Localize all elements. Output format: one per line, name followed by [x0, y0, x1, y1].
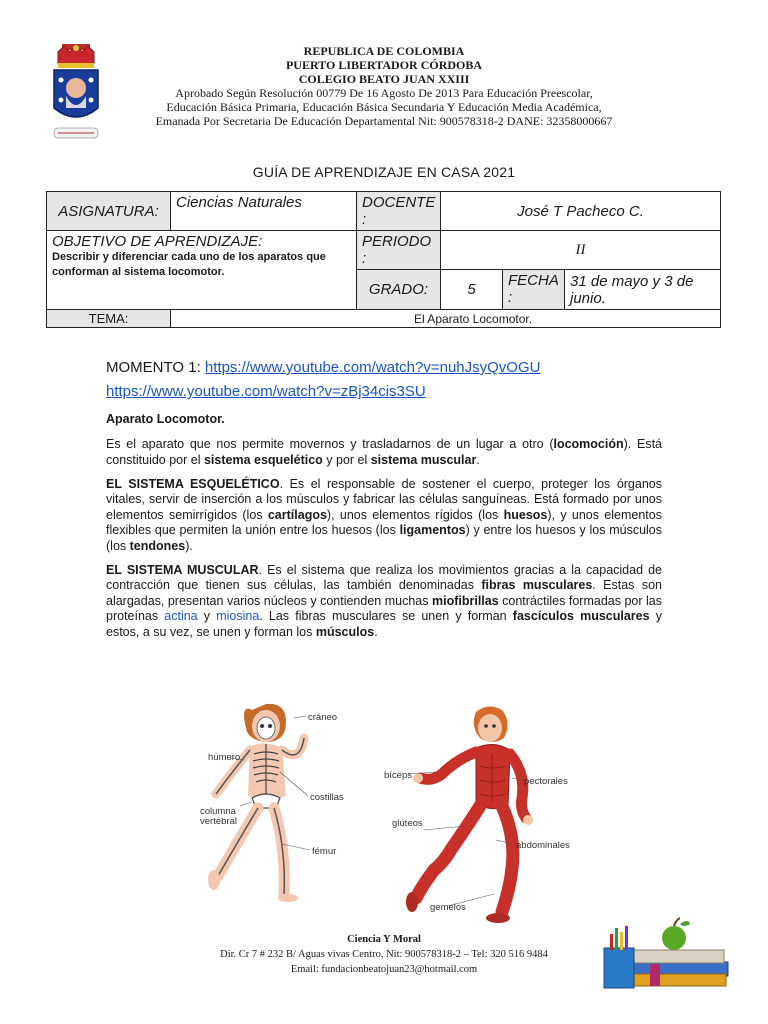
books-apple-icon: [598, 904, 738, 994]
paragraph-locomotor: Es el aparato que nos permite movernos y trasladarnos de un lugar a otro (locomoción). Está constituido por el sistema esquelético y por el sistema muscular.: [106, 437, 662, 467]
secretaria-line: Emanada Por Secretaria De Educación Departamental Nit: 900578318-2 DANE: 32358000667: [155, 114, 613, 128]
label-gemelos: gemelos: [430, 902, 466, 913]
school-crest-icon: [48, 42, 104, 150]
tema-label: TEMA:: [47, 310, 171, 328]
label-abdominales: abdominales: [516, 840, 570, 851]
objetivo-text: Describir y diferenciar cada uno de los aparatos que conforman al sistema locomotor.: [52, 251, 326, 278]
footer-address: Dir. Cr 7 # 232 B/ Aguas vivas Centro, Nit: 900578318-2 – Tel: 320 516 9484: [220, 949, 548, 960]
country-line: REPUBLICA DE COLOMBIA: [303, 44, 465, 58]
school-header: [110, 44, 658, 128]
periodo-label: PERIODO :: [357, 231, 441, 270]
objetivo-label: OBJETIVO DE APRENDIZAJE:: [52, 233, 263, 250]
objetivo-cell: [47, 231, 357, 310]
paragraph-muscular: EL SISTEMA MUSCULAR. Es el sistema que realiza los movimientos gracias a la capacidad de contracción que tienen sus células, las también denominadas fibras musculares. Estas son alargadas, presentan varios núcleos y contienden muchas miofibrillas contráctiles formadas por las proteínas actina y miosina. Las fibras musculares se unen y forman fascículos musculares y estos, a su vez, se unen y forman los músculos.: [106, 563, 663, 639]
label-columna-1: columna: [200, 806, 236, 817]
city-line: PUERTO LIBERTADOR CÓRDOBA: [285, 58, 483, 72]
footer-email: Email: fundacionbeatojuan23@hotmail.com: [290, 964, 478, 975]
label-biceps: bíceps: [384, 770, 412, 781]
label-costillas: costillas: [310, 792, 344, 803]
muscular-figure: [406, 706, 533, 923]
tema-value: El Aparato Locomotor.: [171, 310, 721, 328]
guide-title: GUÍA DE APRENDIZAJE EN CASA 2021: [252, 164, 516, 180]
label-craneo: cráneo: [308, 712, 338, 723]
fecha-value: 31 de mayo y 3 de junio.: [565, 270, 721, 310]
lesson-content: [106, 360, 662, 649]
education-levels-line: Educación Básica Primaria, Educación Básica Secundaria Y Educación Media Académica,: [166, 100, 602, 114]
moment-line: [106, 360, 662, 375]
docente-value: José T Pacheco C.: [441, 192, 721, 231]
resolution-line: Aprobado Según Resolución 00779 De 16 Agosto De 2013 Para Educación Preescolar,: [175, 86, 593, 100]
moment-line-2: [106, 384, 662, 399]
label-pectorales: pectorales: [524, 776, 568, 787]
grado-value: 5: [441, 270, 503, 310]
docente-label: DOCENTE :: [357, 192, 441, 231]
asignatura-value: Ciencias Naturales: [171, 192, 357, 231]
label-femur: fémur: [312, 846, 337, 857]
skeleton-muscle-illustration: [176, 698, 590, 936]
youtube-link-1[interactable]: https://www.youtube.com/watch?v=nuhJsyQvOGU: [204, 359, 541, 376]
label-columna-2: vertebral: [200, 816, 237, 827]
school-name: COLEGIO BEATO JUAN XXIII: [298, 72, 470, 86]
youtube-link-2[interactable]: https://www.youtube.com/watch?v=zBj34cis3SU: [106, 383, 426, 401]
footer-motto: Ciencia Y Moral: [347, 934, 421, 945]
label-humero: húmero: [208, 752, 241, 763]
paragraph-skeletal: EL SISTEMA ESQUELÉTICO. Es el responsable de sostener el cuerpo, proteger los órganos vitales, servir de inserción a los músculos y fabricar las células sanguíneas. Está formado por unos elementos semirrígidos (los cartílagos), unos elementos rígidos (los huesos), y unos elementos flexibles que permiten la unión entre los huesos (los ligamentos) y entre los huesos y los músculos (los tendones).: [106, 477, 662, 553]
label-gluteos: glúteos: [392, 818, 423, 829]
guide-info-table: [46, 191, 721, 328]
fecha-label: FECHA :: [503, 270, 565, 310]
moment-label: MOMENTO 1:: [106, 359, 201, 376]
skeleton-figure: [208, 704, 304, 902]
section-heading: Aparato Locomotor.: [106, 411, 225, 426]
grado-label: GRADO:: [357, 270, 441, 310]
periodo-value: II: [441, 231, 721, 270]
asignatura-label: ASIGNATURA:: [47, 192, 171, 231]
